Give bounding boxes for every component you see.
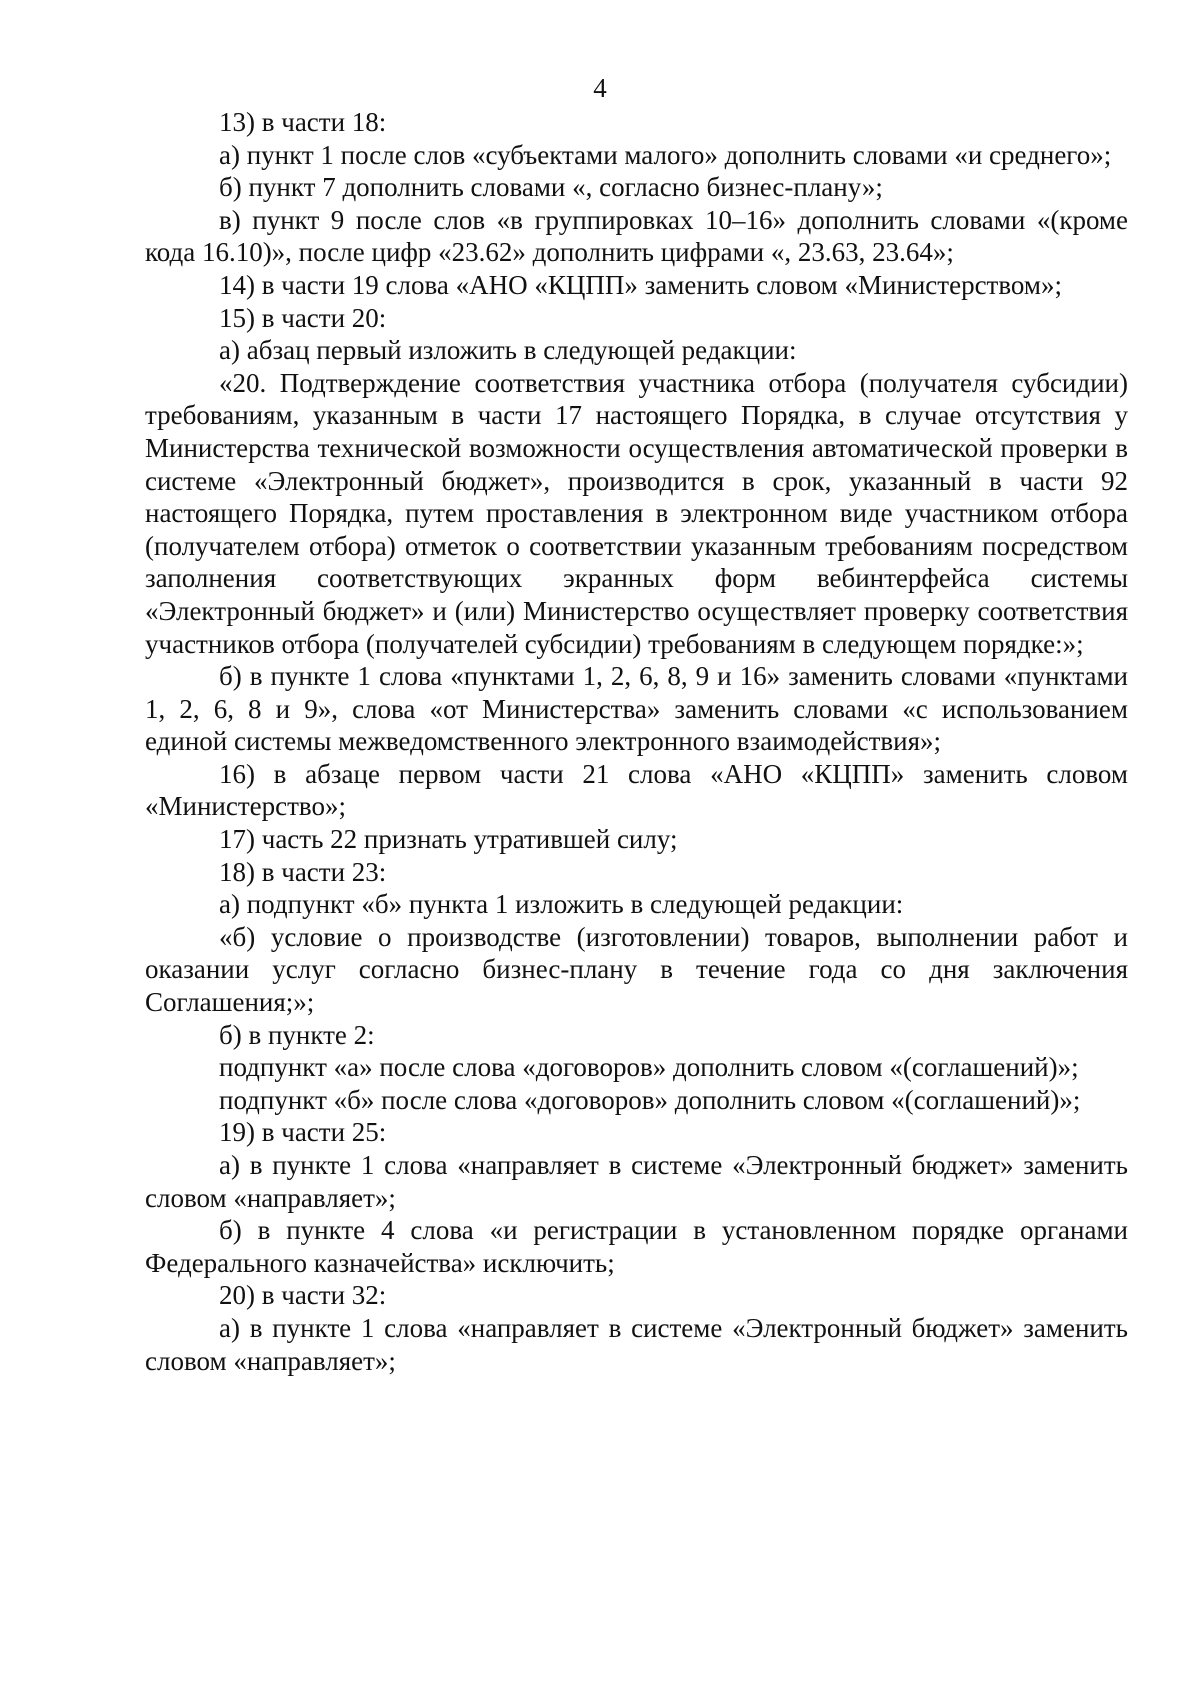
document-body [145, 106, 1128, 1377]
page-number: 4 [593, 73, 607, 103]
paragraph-15: 15) в части 20: [219, 302, 387, 333]
paragraph-16: 16) в абзаце первом части 21 слова «АНО «КЦПП» заменить словом «Министерство»; [145, 758, 1128, 822]
paragraph-13a: а) пункт 1 после слов «субъектами малого» дополнить словами «и среднего»; [219, 139, 1112, 170]
paragraph-13: 13) в части 18: [219, 107, 387, 137]
paragraph-19: 19) в части 25: [219, 1117, 387, 1148]
paragraph-20a: а) в пункте 1 слова «направляет в системе «Электронный бюджет» заменить словом «направляет»; [145, 1312, 1128, 1376]
paragraph-18a-quote: «б) условие о производстве (изготовлении) товаров, выполнении работ и оказании услуг согласно бизнес-плану в течение года со дня заключения Соглашения;»; [145, 921, 1128, 1018]
paragraph-20: 20) в части 32: [219, 1280, 387, 1311]
paragraph-18b-a: подпункт «а» после слова «договоров» дополнить словом «(соглашений)»; [219, 1052, 1079, 1083]
paragraph-18b-b: подпункт «б» после слова «договоров» дополнить словом «(соглашений)»; [219, 1084, 1081, 1115]
paragraph-20-quote: «20. Подтверждение соответствия участника отбора (получателя субсидии) требованиям, указанным в части 17 настоящего Порядка, в случае отсутствия у Министерства технической возможности осуществления автоматической проверки в системе «Электронный бюджет», производится в срок, указанный в части 92 настоящего Порядка, путем проставления в электронном виде участником отбора (получателем отбора) отметок о соответствии указанным требованиям посредством заполнения соответствующих экранных форм вебинтерфейса системы «Электронный бюджет» и (или) Министерство осуществляет проверку соответствия участников отбора (получателей субсидии) требованиям в следующем порядке:»; [145, 367, 1128, 659]
paragraph-13v: в) пункт 9 после слов «в группировках 10–16» дополнить словами «(кроме кода 16.10)», после цифр «23.62» дополнить цифрами «, 23.63, 23.64»; [145, 204, 1128, 268]
paragraph-17: 17) часть 22 признать утратившей силу; [219, 824, 678, 855]
paragraph-15b: б) в пункте 1 слова «пунктами 1, 2, 6, 8, 9 и 16» заменить словами «пунктами 1, 2, 6, 8 и 9», слова «от Министерства» заменить словами «с использованием единой системы межведомственного электронного взаимодействия»; [145, 661, 1128, 757]
paragraph-14: 14) в части 19 слова «АНО «КЦПП» заменить словом «Министерством»; [219, 269, 1062, 300]
paragraph-19a: а) в пункте 1 слова «направляет в системе «Электронный бюджет» заменить словом «направляет»; [145, 1150, 1128, 1213]
paragraph-18: 18) в части 23: [219, 856, 387, 887]
paragraph-18a: а) подпункт «б» пункта 1 изложить в следующей редакции: [219, 889, 904, 920]
paragraph-19b: б) в пункте 4 слова «и регистрации в установленном порядке органами Федерального казначейства» исключить; [145, 1215, 1128, 1278]
paragraph-18b: б) в пункте 2: [219, 1019, 375, 1050]
paragraph-13b: б) пункт 7 дополнить словами «, согласно бизнес-плану»; [219, 172, 883, 203]
paragraph-15a: а) абзац первый изложить в следующей редакции: [219, 335, 797, 366]
